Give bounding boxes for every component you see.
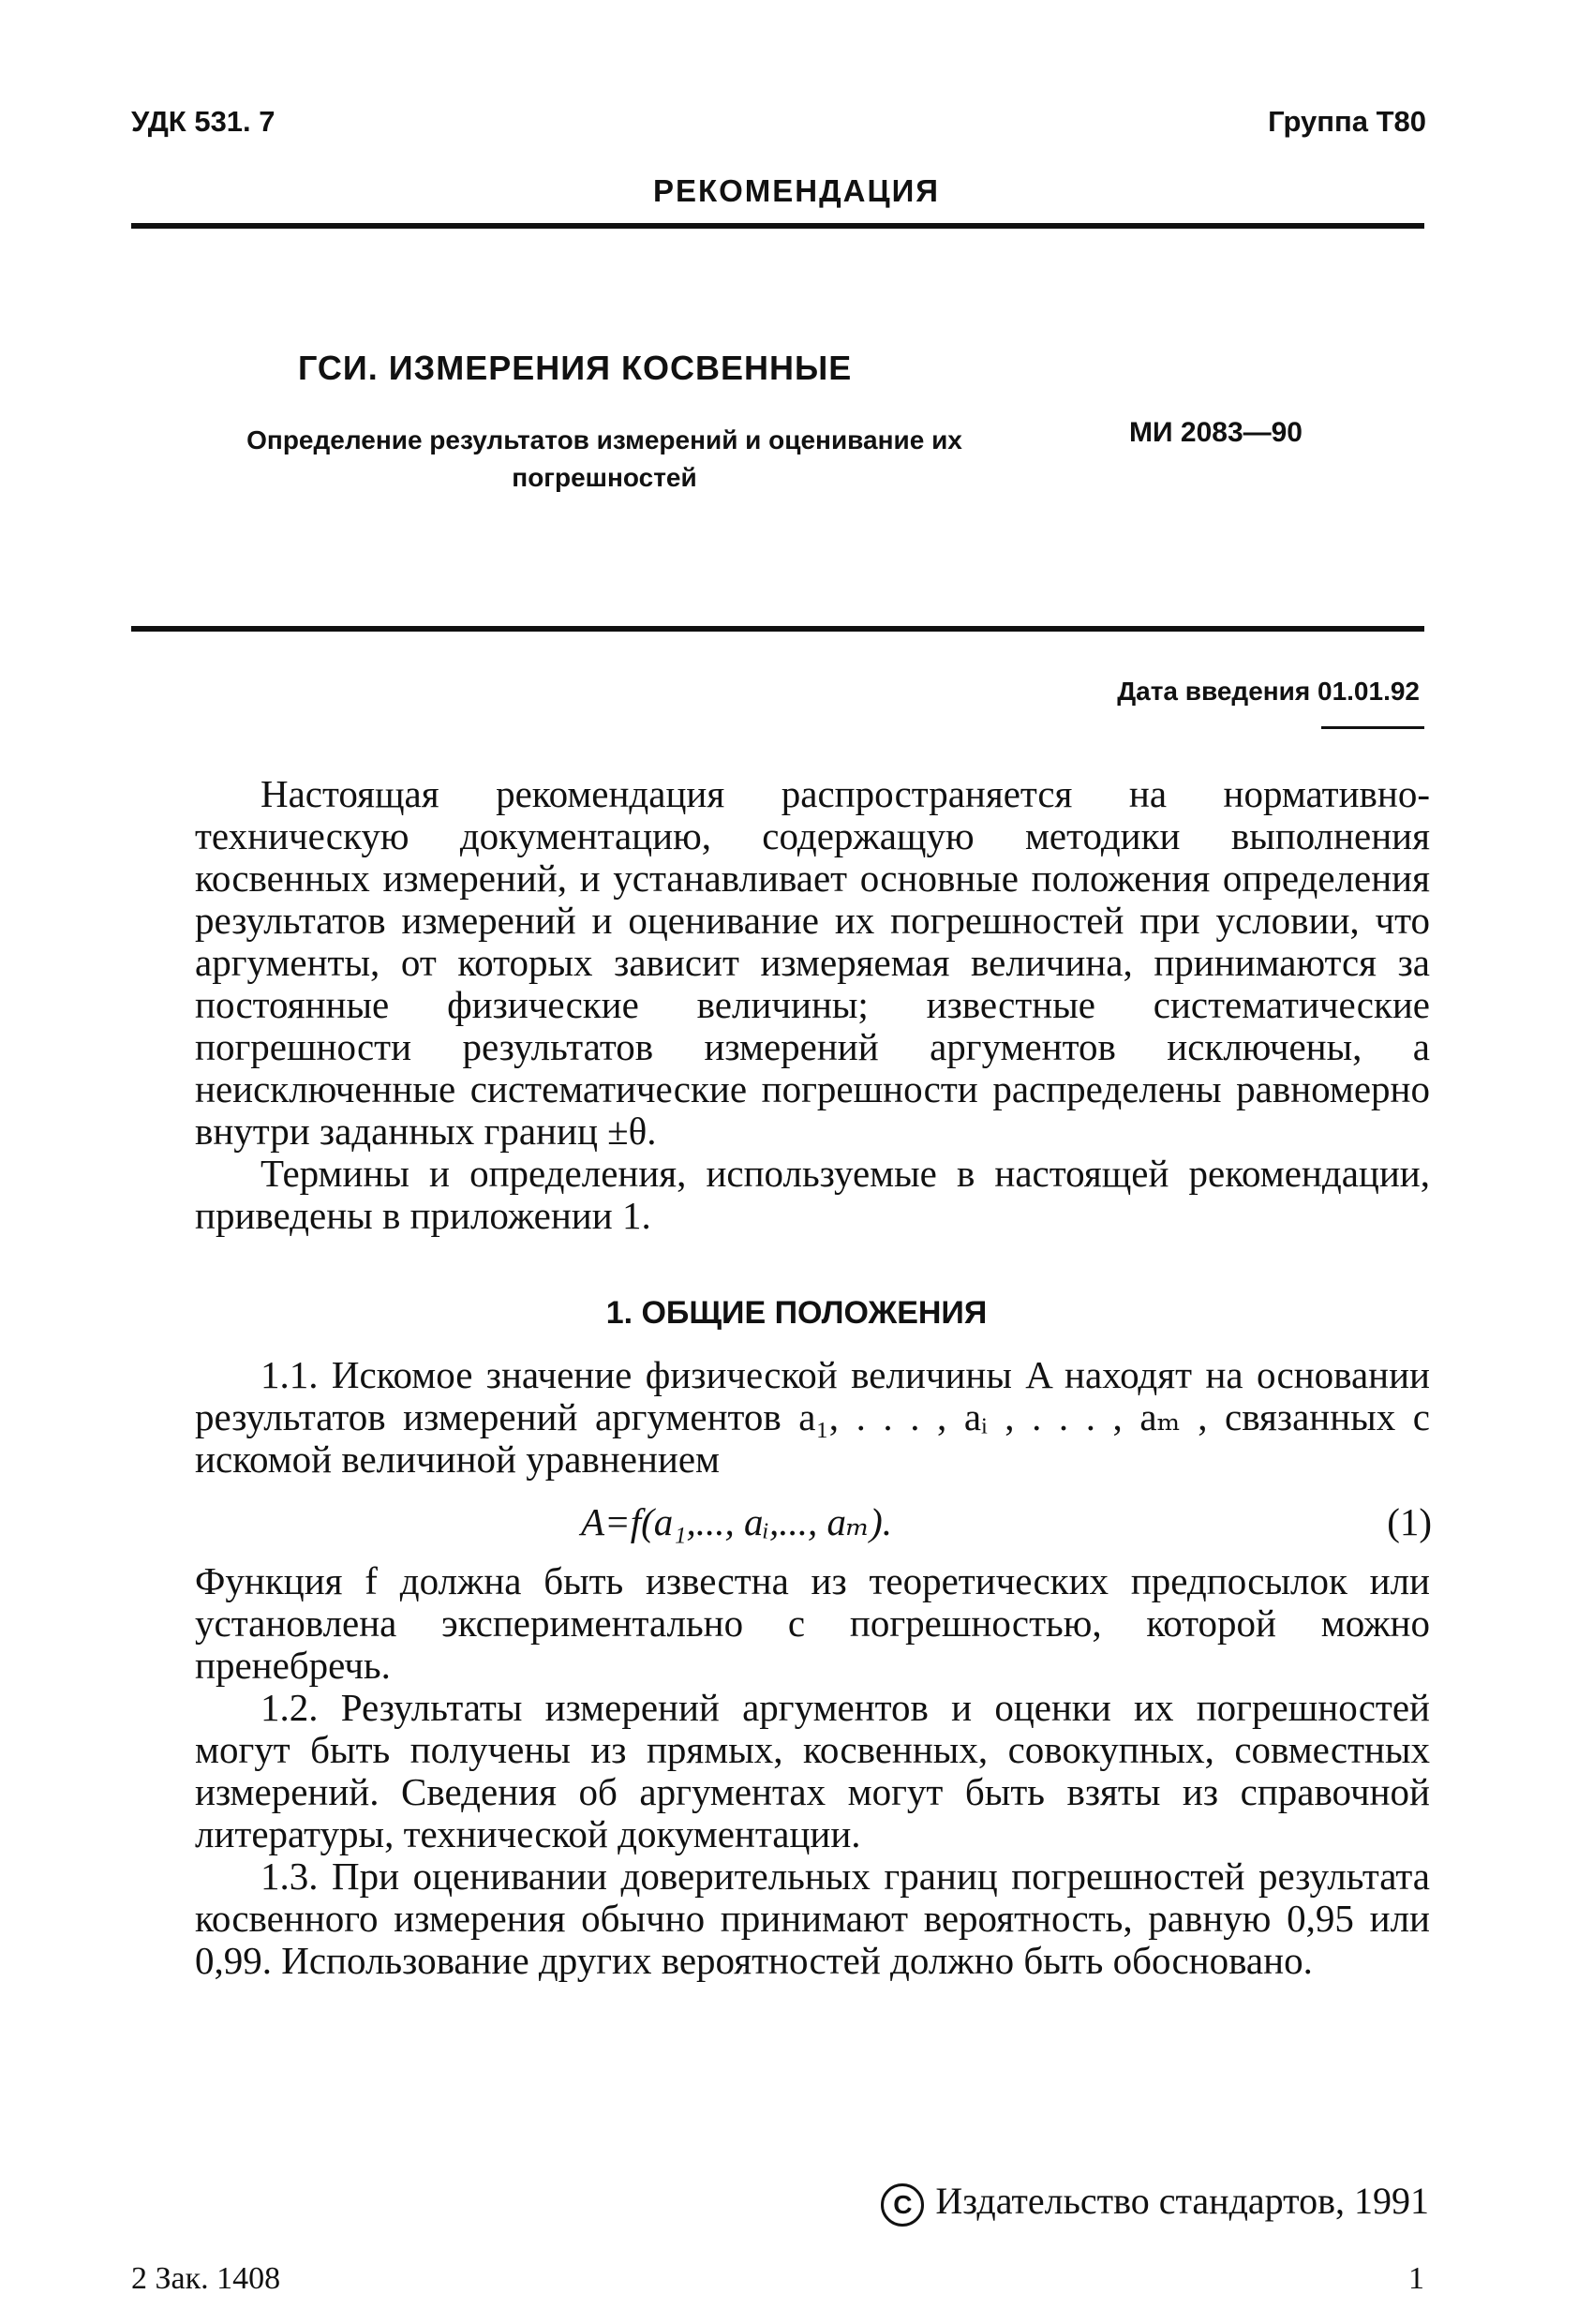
paragraph-1-2: 1.2. Результаты измерений аргументов и оценки их погрешностей могут быть получены из прямых, косвенных, совокупных, совместных измерений. Сведения об аргументах могут быть взяты из справочной литературы, технической документации. [195,1686,1430,1855]
section-1-heading: 1. ОБЩИЕ ПОЛОЖЕНИЯ [605,1295,988,1331]
document-subtitle [159,422,1050,497]
equation-1-number: (1) [1387,1500,1432,1543]
group-code: Группа Т80 [1268,105,1426,138]
date-underline [1321,726,1424,729]
paragraph-1-1-continuation: Функция f должна быть известна из теоретических предпосылок или установлена экспериментально с погрешностью, которой можно пренебречь. [195,1559,1430,1687]
order-number: 2 Зак. 1408 [131,2261,281,2296]
equation-1: A=f(a₁,..., aᵢ,..., aₘ). [581,1500,893,1543]
paragraph-1-3: 1.3. При оценивании доверительных границ погрешностей результата косвенного измерения обычно принимают вероятность, равную 0,95 или 0,99. Использование других вероятностей должно быть обосновано. [195,1855,1430,1982]
copyright-icon: C [881,2183,924,2227]
udc-code: УДК 531. 7 [131,105,275,138]
document-title: ГСИ. ИЗМЕРЕНИЯ КОСВЕННЫЕ [298,349,853,387]
intro-paragraph-1: Настоящая рекомендация распространяется на нормативно-техническую документацию, содержащую методики выполнения косвенных измерений, и устанавливает основные положения определения результатов измерений и оценивание их погрешностей при условии, что аргументы, от которых зависит измеряемая величина, принимаются за постоянные физические величины; известные систематические погрешности результатов измерений аргументов исключены, а неисключенные систематические погрешности распределены равномерно внутри заданных границ ±θ. [195,772,1430,1153]
section-1-para-1-1 [195,1354,1430,1481]
page-number: 1 [1408,2261,1424,2296]
section-1-body [195,1560,1430,1982]
introduction-date: Дата введения 01.01.92 [1117,677,1420,706]
paragraph-1-1: 1.1. Искомое значение физической величины A находят на основании результатов измерений аргументов a₁, . . . , aᵢ , . . . , aₘ , связанных с искомой величиной уравнением [195,1353,1430,1481]
doc-type-heading: РЕКОМЕНДАЦИЯ [652,173,941,208]
intro-paragraph-2: Термины и определения, используемые в настоящей рекомендации, приведены в приложении 1. [195,1152,1430,1237]
subtitle-line-1: Определение результатов измерений и оценивание их [246,425,962,454]
copyright-line [881,2179,1429,2227]
intro-text [195,773,1430,1237]
top-divider [131,223,1424,229]
copyright-text: Издательство стандартов, 1991 [935,2180,1429,2222]
document-number: МИ 2083—90 [1129,417,1303,448]
subtitle-line-2: погрешностей [512,463,697,492]
title-divider [131,626,1424,632]
